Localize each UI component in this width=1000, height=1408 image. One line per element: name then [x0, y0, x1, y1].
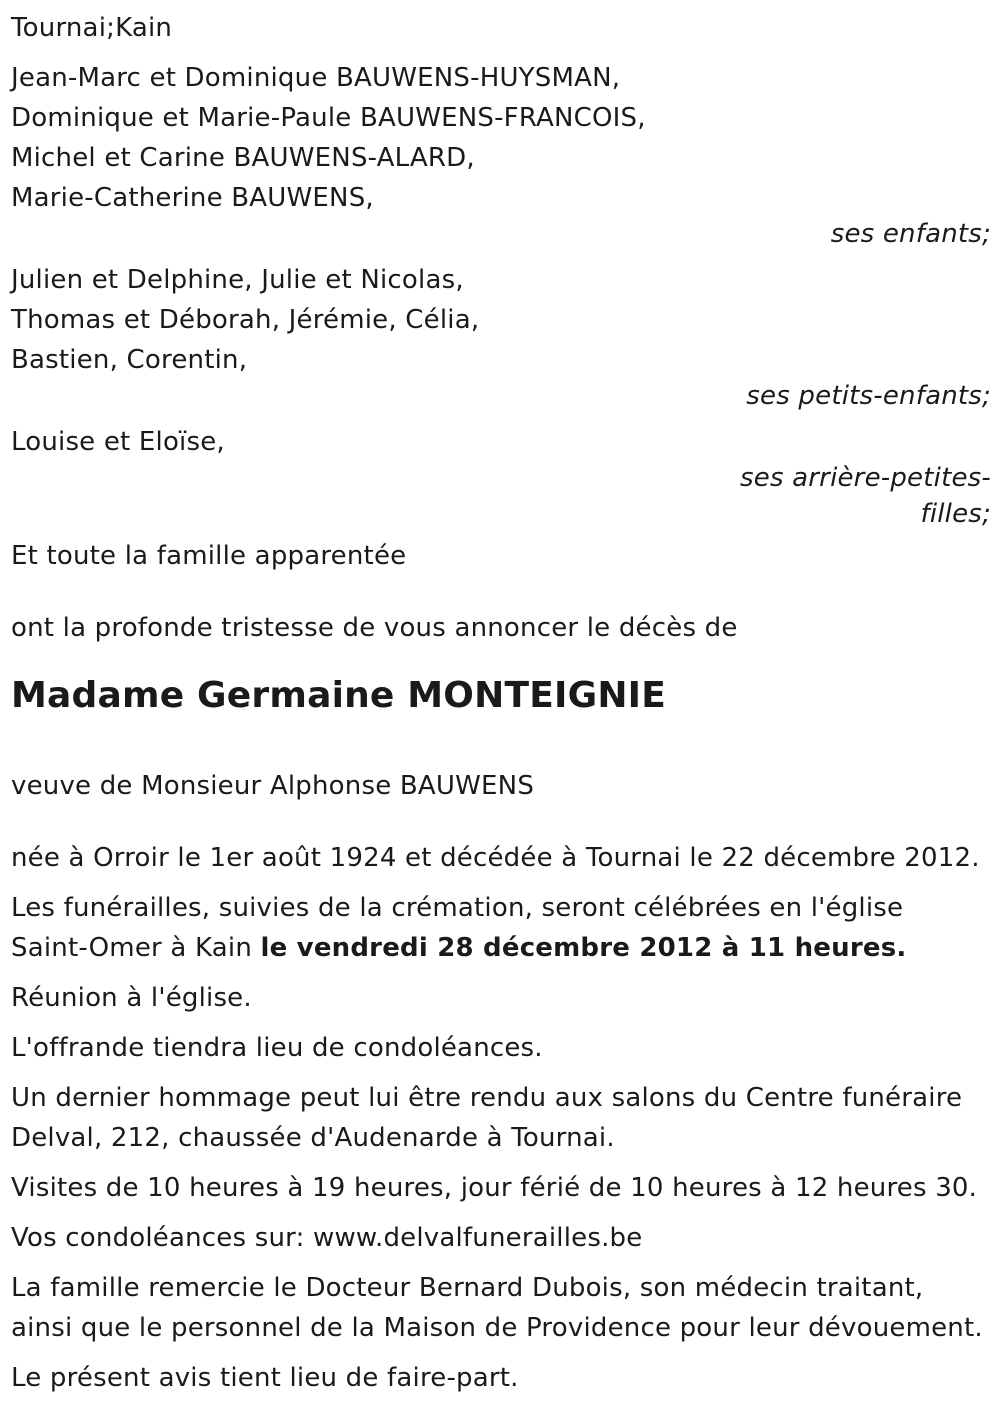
- children-line: Marie-Catherine BAUWENS,: [11, 183, 374, 213]
- children-line: Dominique et Marie-Paule BAUWENS-FRANCOIS,: [11, 103, 646, 133]
- funeral-line-1: Les funérailles, suivies de la crémation, seront célébrées en l'église: [11, 893, 904, 923]
- widow-of: veuve de Monsieur Alphonse BAUWENS: [11, 771, 535, 801]
- homage-line-2: Delval, 212, chaussée d'Audenarde à Tournai.: [11, 1123, 615, 1153]
- children-line: Jean-Marc et Dominique BAUWENS-HUYSMAN,: [11, 63, 621, 93]
- grandchildren-line: Bastien, Corentin,: [11, 345, 248, 375]
- notice-text: Le présent avis tient lieu de faire-part.: [11, 1363, 519, 1393]
- offering-text: L'offrande tiendra lieu de condoléances.: [11, 1033, 543, 1063]
- grandchildren-line: Thomas et Déborah, Jérémie, Célia,: [11, 305, 480, 335]
- visits: [11, 1168, 991, 1208]
- announcement-intro: ont la profonde tristesse de vous annoncer le décès de: [11, 613, 738, 643]
- notice: [11, 1358, 991, 1398]
- gathering-text: Réunion à l'église.: [11, 983, 252, 1013]
- offering: [11, 1028, 991, 1068]
- funeral-details: [11, 888, 991, 968]
- obituary-notice: [11, 8, 991, 1408]
- great-grandchildren-role: ses arrière-petites-: [740, 463, 991, 493]
- gathering: [11, 978, 991, 1018]
- funeral-place: Saint-Omer à Kain: [11, 933, 261, 963]
- location-header: Tournai;Kain: [11, 13, 173, 43]
- children-group: [11, 58, 991, 254]
- great-grandchildren-group: [11, 422, 991, 534]
- condolences-text: Vos condoléances sur: www.delvalfunerailles.be: [11, 1223, 643, 1253]
- thanks-line-1: La famille remercie le Docteur Bernard Dubois, son médecin traitant,: [11, 1273, 924, 1303]
- visits-text: Visites de 10 heures à 19 heures, jour férié de 10 heures à 12 heures 30.: [11, 1173, 978, 1203]
- children-line: Michel et Carine BAUWENS-ALARD,: [11, 143, 475, 173]
- great-grandchildren-line: Louise et Eloïse,: [11, 427, 225, 457]
- condolences: [11, 1218, 991, 1258]
- grandchildren-line: Julien et Delphine, Julie et Nicolas,: [11, 265, 464, 295]
- homage: [11, 1078, 991, 1158]
- birth-death-text: née à Orroir le 1er août 1924 et décédée à Tournai le 22 décembre 2012.: [11, 843, 980, 873]
- funeral-line-2: [11, 928, 991, 968]
- children-role: ses enfants;: [830, 219, 991, 249]
- thanks-line-2: ainsi que le personnel de la Maison de Providence pour leur dévouement.: [11, 1313, 983, 1343]
- grandchildren-role: ses petits-enfants;: [746, 381, 991, 411]
- homage-line-1: Un dernier hommage peut lui être rendu aux salons du Centre funéraire: [11, 1083, 963, 1113]
- deceased-name: Madame Germaine MONTEIGNIE: [11, 675, 667, 716]
- extended-family: Et toute la famille apparentée: [11, 541, 407, 571]
- great-grandchildren-role-cont: filles;: [920, 499, 991, 529]
- thanks: [11, 1268, 991, 1348]
- funeral-date: le vendredi 28 décembre 2012 à 11 heures.: [260, 933, 907, 963]
- grandchildren-group: [11, 260, 991, 416]
- birth-death: [11, 838, 991, 878]
